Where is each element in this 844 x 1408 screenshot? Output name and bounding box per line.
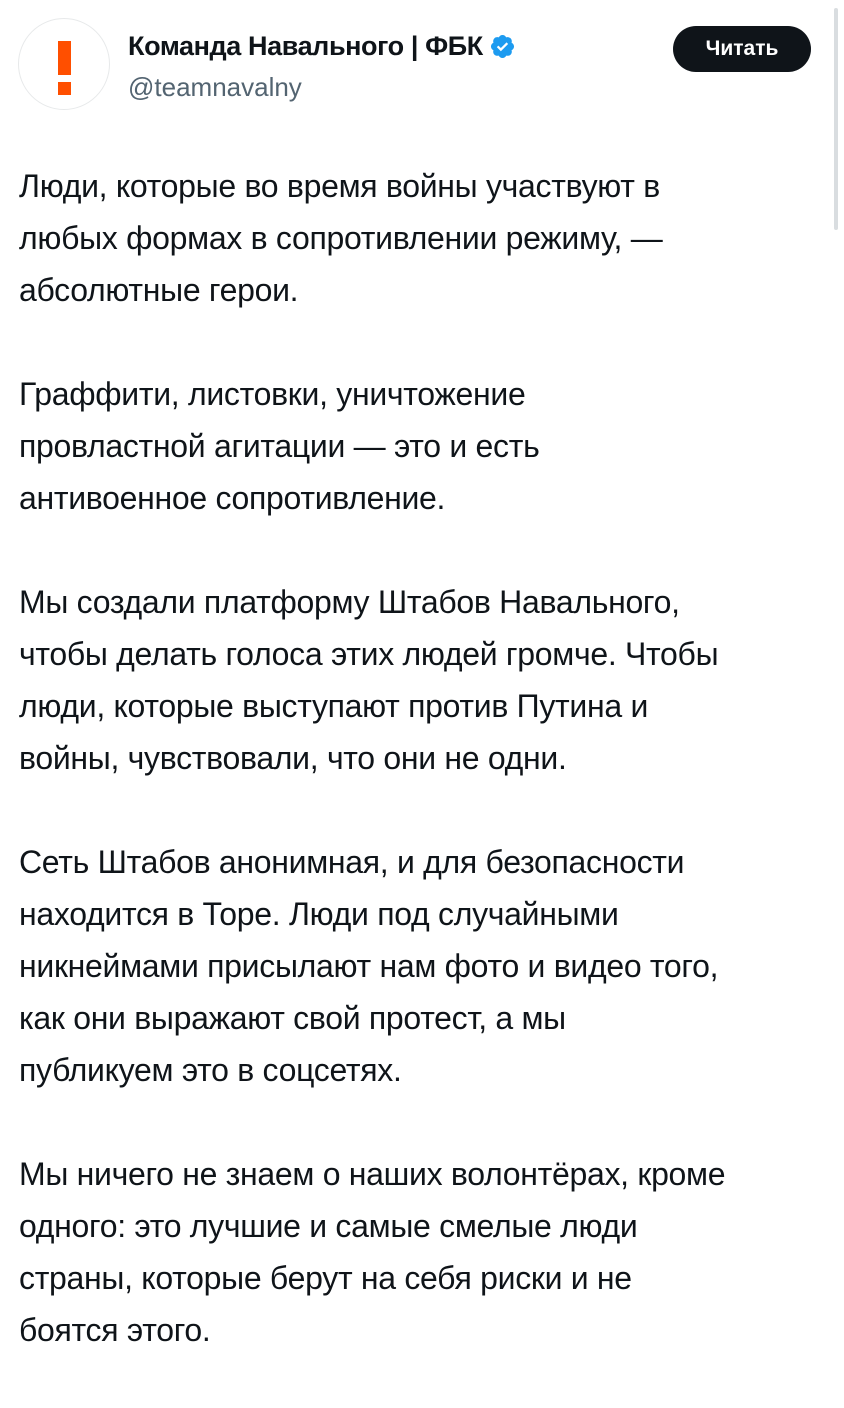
logo-exclamation-bar — [58, 41, 71, 75]
user-handle[interactable]: @teamnavalny — [128, 72, 302, 102]
logo-exclamation-dot — [58, 82, 71, 95]
tweet-paragraph: Мы создали платформу Штабов Навального, чтобы делать голоса этих людей громче. Чтобы люди, которые выступают против Путина и войны, чувствовали, что они не одни. — [19, 584, 719, 776]
tweet-paragraph: Мы ничего не знаем о наших волонтёрах, кроме одного: это лучшие и самые смелые люди страны, которые берут на себя риски и не боятся этого. — [19, 1156, 726, 1348]
follow-button[interactable]: Читать — [673, 26, 811, 72]
tweet-paragraph: Граффити, листовки, уничтожение провластной агитации — это и есть антивоенное сопротивление. — [19, 376, 540, 516]
tweet-paragraph: Люди, которые во время войны участвуют в любых формах в сопротивлении режиму, — абсолютные герои. — [19, 168, 663, 308]
tweet-header — [0, 0, 844, 130]
tweet-text — [19, 160, 827, 1408]
tweet-paragraph: Сеть Штабов анонимная, и для безопасности находится в Торе. Люди под случайными никнеймами присылают нам фото и видео того, как они выражают свой протест, а мы публикуем это в соцсетях. — [19, 844, 719, 1088]
display-name[interactable]: Команда Навального | ФБК — [128, 30, 483, 61]
avatar[interactable] — [18, 18, 110, 110]
verified-badge-icon — [489, 33, 516, 60]
name-row — [128, 26, 516, 66]
scrollbar[interactable] — [834, 8, 838, 230]
